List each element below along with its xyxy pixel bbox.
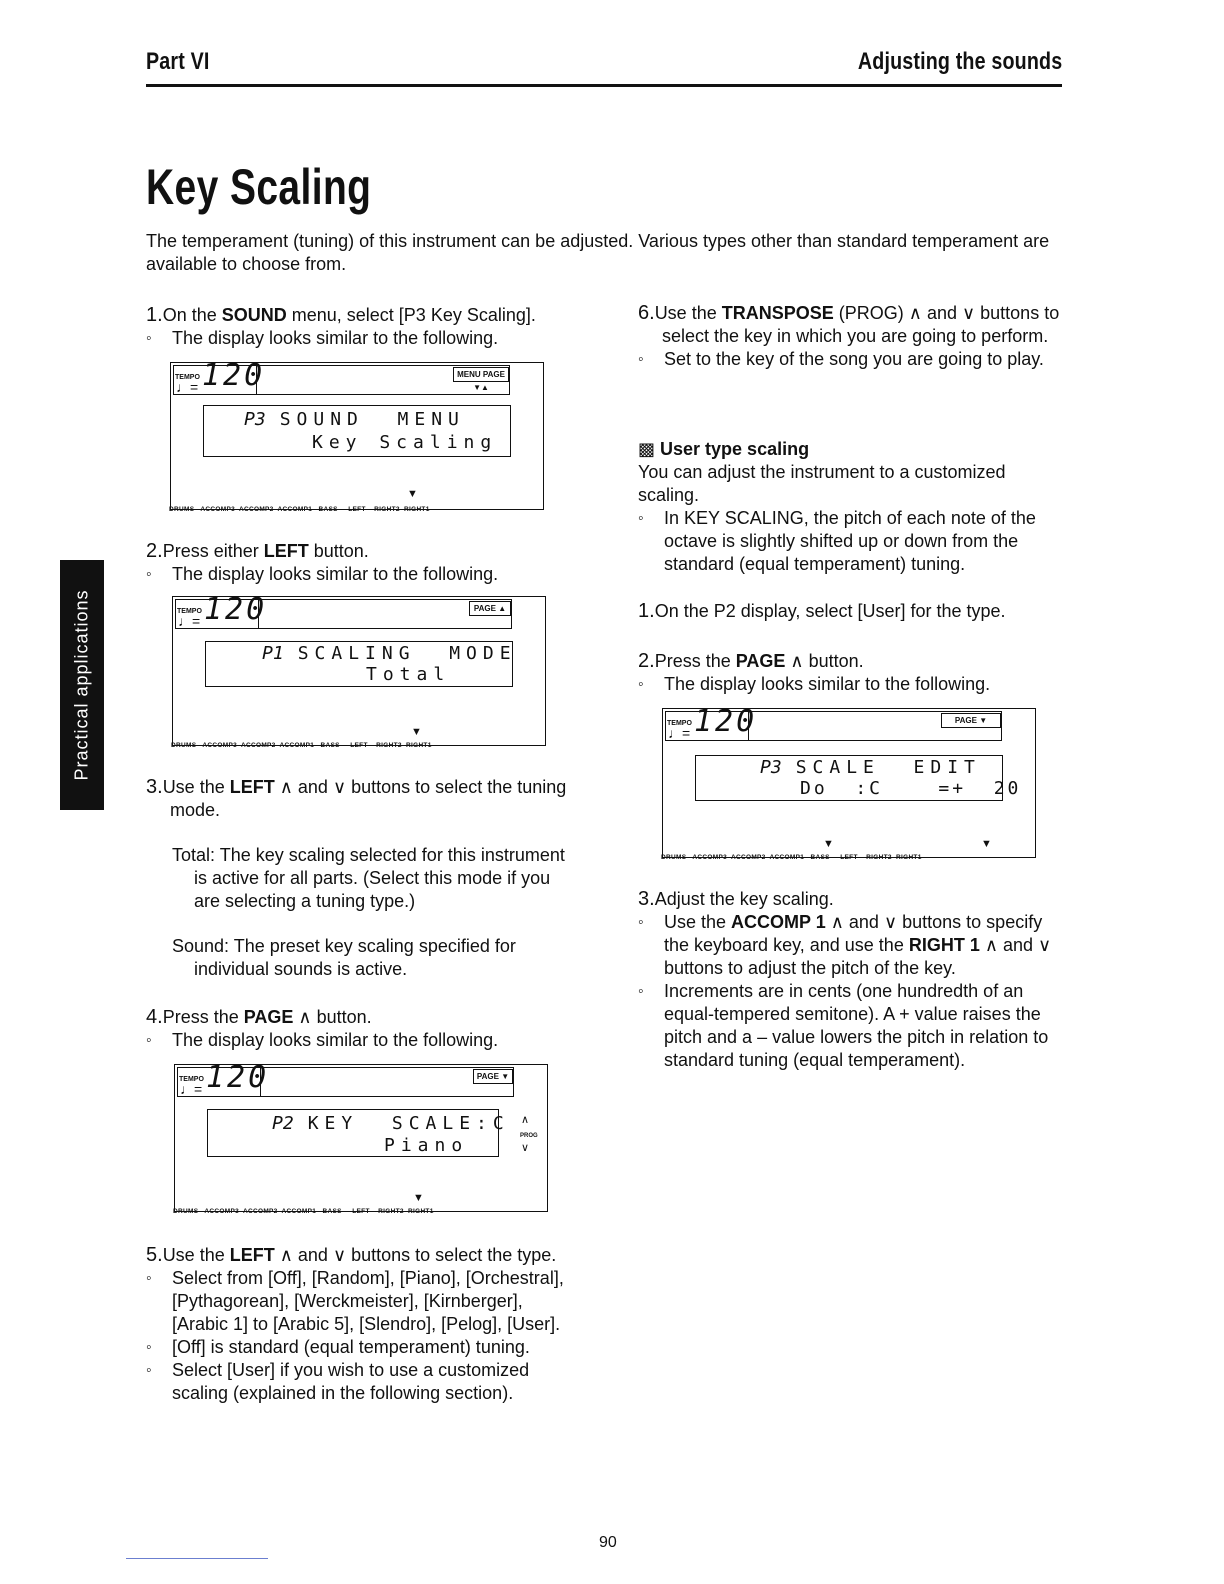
side-tab [60,560,104,810]
page-indicator: MENU PAGE ▼▲ [453,367,509,382]
arrow-down-icon: ▼ [823,838,834,850]
lcd-screen: P3 SOUND MENU Key Scaling [203,405,511,457]
lcd-display-1 [169,358,544,513]
intro-paragraph: The temperament (tuning) of this instrument can be adjusted. Various types other than standard temperament are available to choose from. [146,231,1050,274]
user-step-3: 3.Adjust the key scaling. ◦ Use the ACCOMP 1 ∧ and ∨ buttons to specify the keyboard key, and use the RIGHT 1 ∧ and ∨ buttons to adjust the pitch of the key. ◦ Increments are in cents (one hundredth of an equal-tempered semitone). A + value raises the pitch and a – value lowers the pitch in relation to standard tuning (equal temperament). [638,888,1062,1072]
step-4: 4.Press the PAGE ∧ button. ◦ The display looks similar to the following. [146,1006,586,1052]
lcd-screen: P2 KEY SCALE:C Piano [207,1109,499,1157]
footer-line [126,1558,268,1559]
part-labels: DRUMS ACCOMP3 ACCOMP2 ACCOMP1 BASS LEFT RIGHT2 RIGHT1 [171,742,432,749]
part-labels: DRUMS ACCOMP3 ACCOMP2 ACCOMP1 BASS LEFT RIGHT2 RIGHT1 [661,854,922,861]
lcd-screen: P1 SCALING MODE Total [205,641,513,687]
step-2: 2.Press either LEFT button. ◦ The display looks similar to the following. [146,540,586,586]
step-3: 3.Use the LEFT ∧ and ∨ buttons to select the tuning mode. Total: The key scaling selected for this instrument is active for all parts. (Select this mode if you are selecting a tuning type.) Sound: The preset key scaling specified for individual sounds is active. [146,776,576,981]
part-labels: DRUMS ACCOMP3 ACCOMP2 ACCOMP1 BASS LEFT RIGHT2 RIGHT1 [169,506,430,513]
prog-label: PROG [520,1133,538,1139]
page-number: 90 [599,1534,617,1551]
section-heading: User type scaling [660,439,810,459]
lcd-display-4: TEMPO ♩= 120 PAGE ▼ P3 SCALE EDIT Do :C =+ 20 ▼ ▼ DRUMS ACCOMP3 ACCOMP2 ACCOMP1 BASS LEFT RIGHT2 RIGHT1 [662,708,1036,858]
page-indicator: PAGE ▼ [473,1069,513,1084]
lcd-display-2: TEMPO ♩= 120 PAGE ▲ P1 SCALING MODE Total ▼ DRUMS ACCOMP3 ACCOMP2 ACCOMP1 BASS LEFT RIGHT2 RIGHT1 [172,596,546,746]
page-indicator: PAGE ▲ [469,601,511,616]
prog-down-icon: ∨ [521,1142,530,1154]
side-tab-label: Practical applications [71,589,92,781]
header-section: Adjusting the sounds [857,48,1062,75]
header-rule [146,84,1062,87]
user-step-2: 2.Press the PAGE ∧ button. ◦ The display looks similar to the following. [638,650,1062,696]
arrow-down-icon: ▼ [981,838,992,850]
step-1: 1.On the SOUND menu, select [P3 Key Scaling]. ◦ The display looks similar to the following. [146,304,586,350]
lcd-screen: P3 SCALE EDIT Do :C =+ 20 [695,755,1003,801]
page-title: Key Scaling [146,159,372,215]
arrow-down-icon: ▼ [407,488,418,500]
step-6: 6.Use the TRANSPOSE (PROG) ∧ and ∨ buttons to select the key in which you are going to perform. ◦ Set to the key of the song you are going to play. [638,302,1062,371]
header-part: Part VI [146,48,210,75]
step-1-bullet: ◦ The display looks similar to the following. [146,327,586,350]
arrow-down-icon: ▼ [411,726,422,738]
prog-up-icon: ∧ [521,1114,530,1126]
step-5: 5.Use the LEFT ∧ and ∨ buttons to select the type. ◦ Select from [Off], [Random], [Piano], [Orchestral], [Pythagorean], [Werckmeister], [Kirnberger], [Arabic 1] to [Arabic 5], [Slendro], [Pelog], [User]. ◦ [Off] is standard (equal temperament) tuning. ◦ Select [User] if you wish to use a customized scaling (explained in the following section). [146,1244,576,1405]
tempo-box: TEMPO ♩= 120 [175,358,266,395]
lcd-display-3: TEMPO ♩= 120 PAGE ▼ P2 KEY SCALE:C Piano ∧ PROG ∨ ▼ DRUMS ACCOMP3 ACCOMP2 ACCOMP1 BASS LEFT RIGHT2 RIGHT1 [174,1064,548,1212]
page-indicator: PAGE ▼ [941,713,1001,728]
user-step-1: 1.On the P2 display, select [User] for the type. [638,600,1006,622]
arrow-down-icon: ▼ [413,1192,424,1204]
mode-total: Total: The key scaling selected for this instrument is active for all parts. (Select this mode if you are selecting a tuning type.) [172,845,565,911]
part-labels: DRUMS ACCOMP3 ACCOMP2 ACCOMP1 BASS LEFT RIGHT2 RIGHT1 [173,1208,434,1215]
user-type-section: ▩ User type scaling You can adjust the instrument to a customized scaling. ◦ In KEY SCALING, the pitch of each note of the octave is slightly shifted up or down from the standard (equal temperament) tuning. [638,438,1062,576]
mode-sound: Sound: The preset key scaling specified for individual sounds is active. [172,936,516,979]
